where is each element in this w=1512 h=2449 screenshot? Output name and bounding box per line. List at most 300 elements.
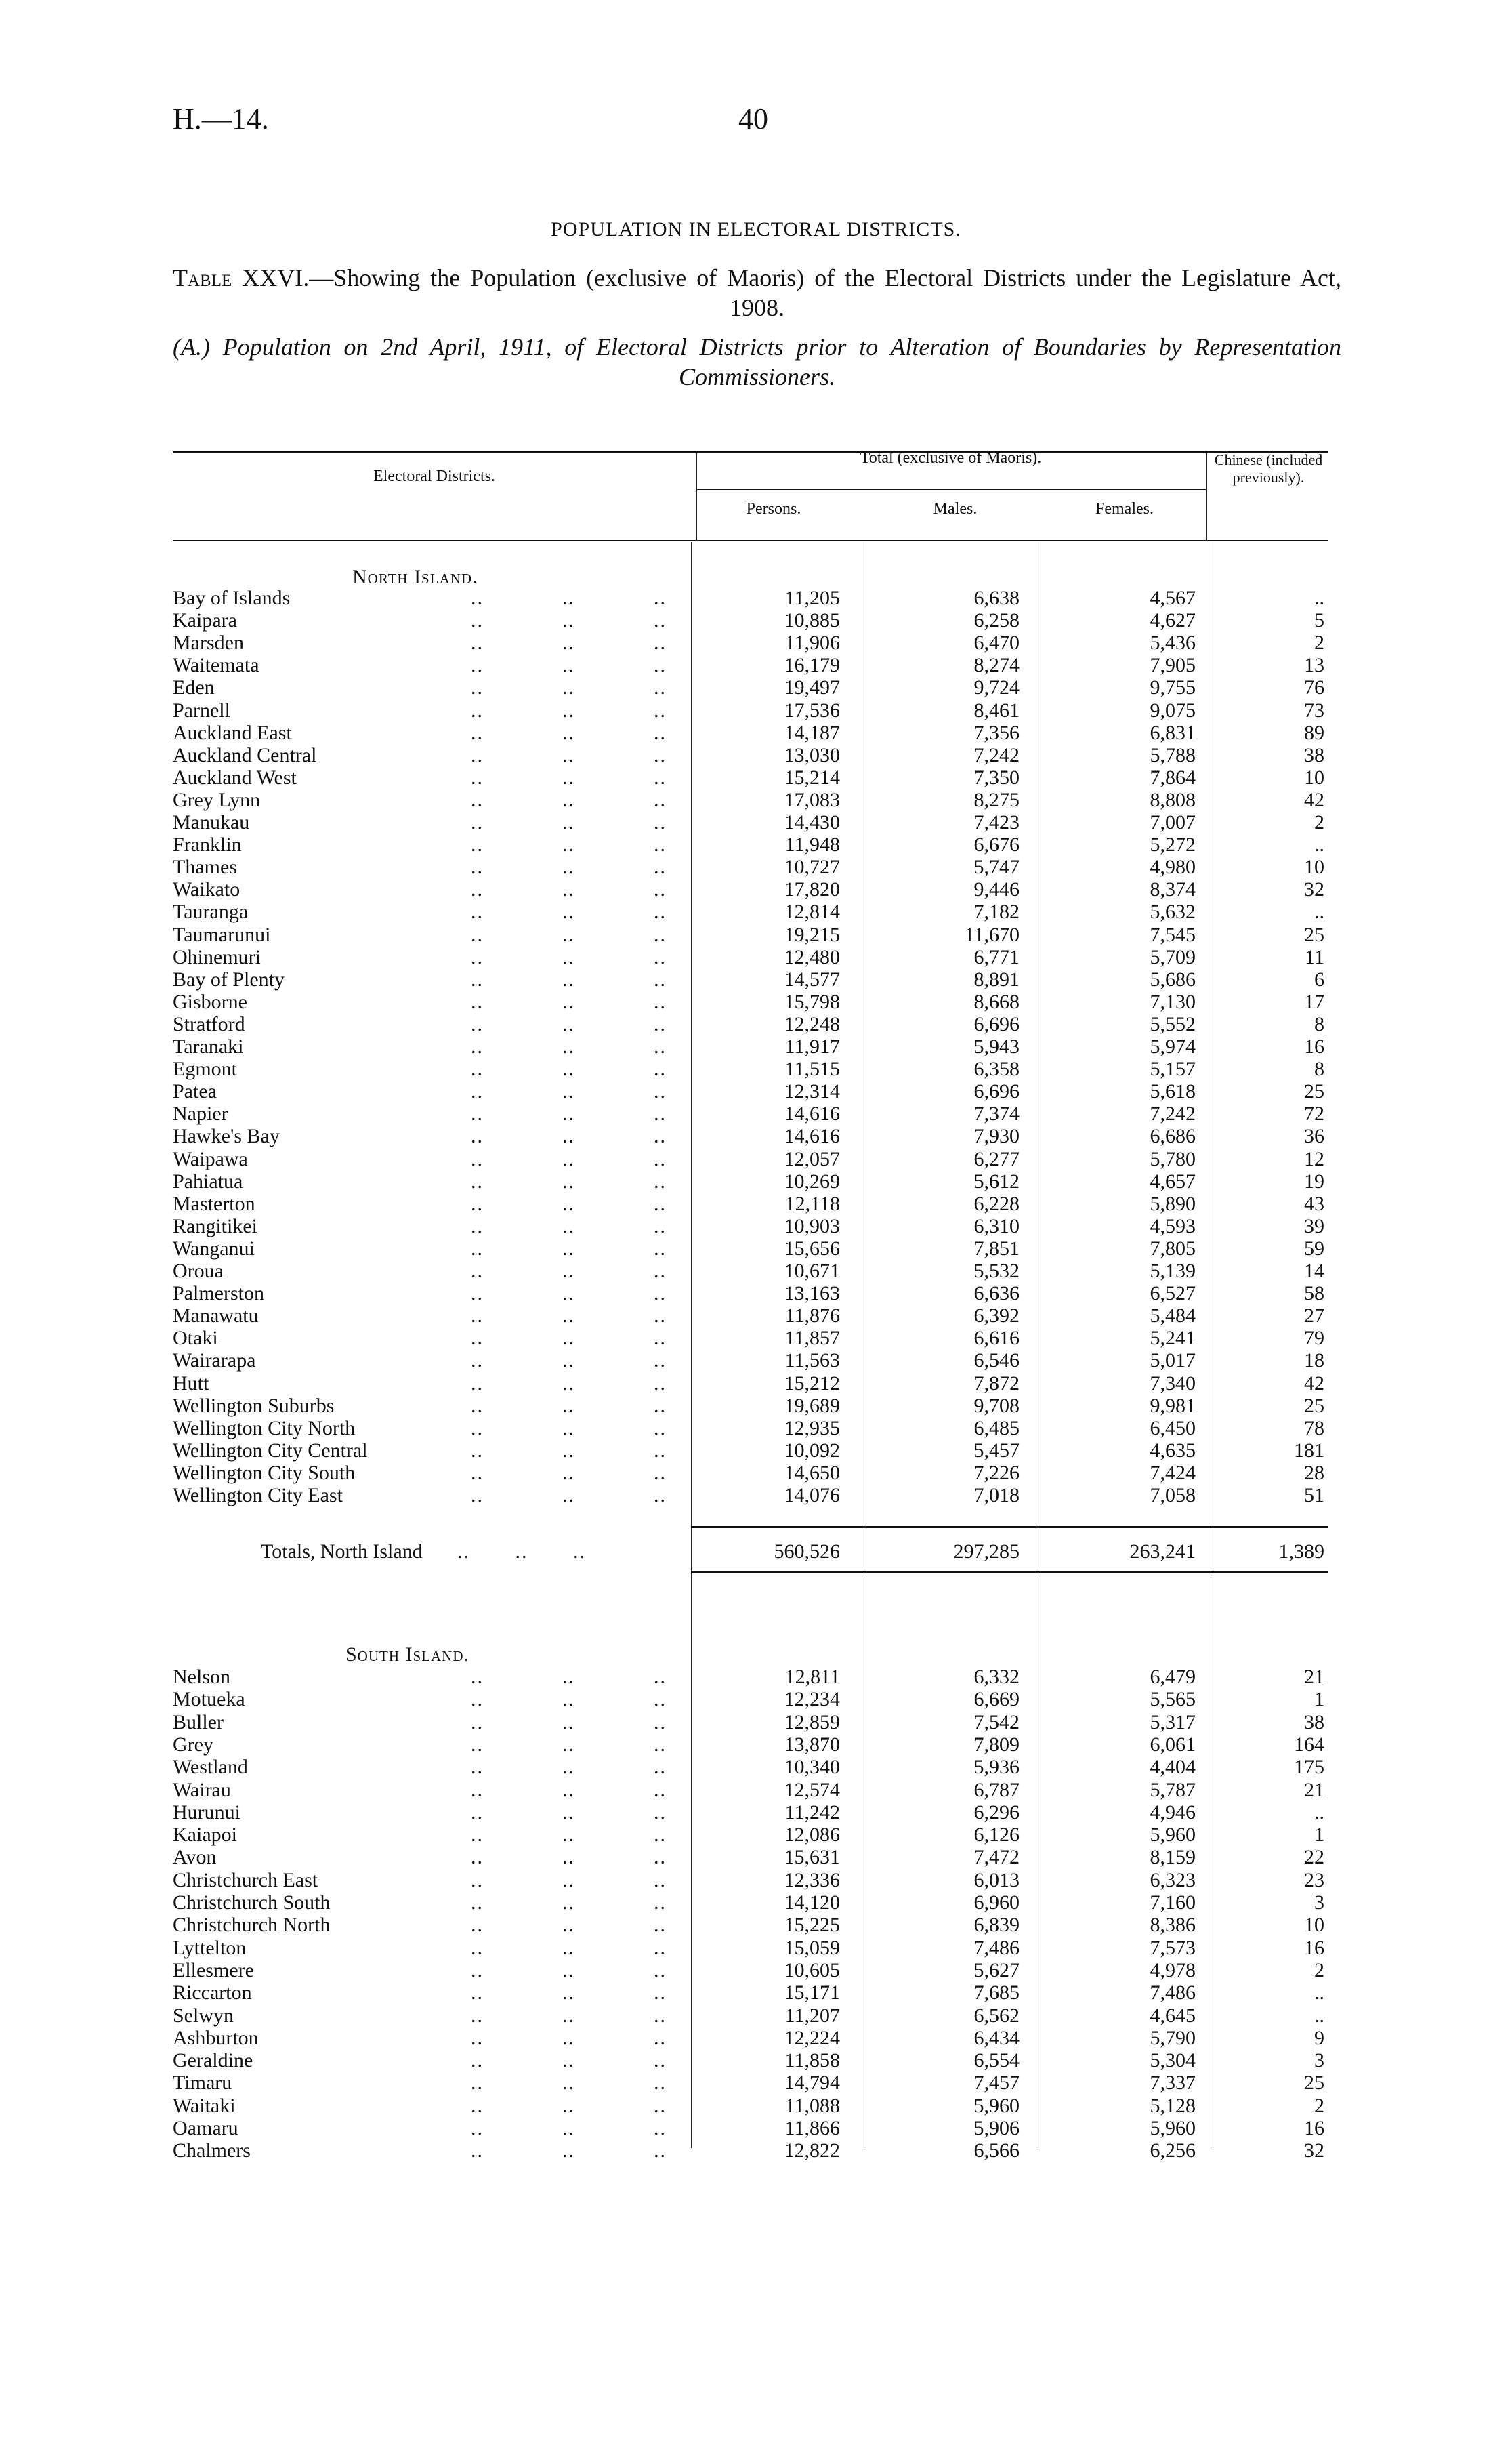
- leader-dots: ..: [471, 834, 484, 857]
- table-row: [173, 1914, 1328, 1936]
- table-row: [173, 1193, 1328, 1215]
- males-value: 6,470: [973, 632, 1020, 655]
- chinese-value: ..: [1314, 587, 1324, 609]
- leader-dots: ..: [471, 811, 484, 834]
- leader-dots: ..: [654, 1914, 667, 1937]
- chinese-value: 58: [1304, 1282, 1324, 1305]
- leader-dots: ..: [562, 1394, 575, 1417]
- table-row: [173, 968, 1328, 991]
- leader-dots: ..: [471, 1891, 484, 1914]
- chinese-value: 22: [1304, 1846, 1324, 1869]
- leader-dots: ..: [471, 2094, 484, 2117]
- district-name: Gisborne: [173, 990, 247, 1013]
- leader-dots: ..: [654, 1666, 667, 1688]
- males-value: 8,274: [973, 654, 1020, 677]
- females-value: 5,241: [1150, 1327, 1196, 1350]
- leader-dots: ..: [471, 1756, 484, 1779]
- males-value: 6,696: [973, 1080, 1020, 1103]
- females-value: 6,450: [1150, 1416, 1196, 1439]
- table-row: [173, 699, 1328, 722]
- males-value: 6,277: [973, 1147, 1020, 1170]
- females-value: 5,565: [1150, 1688, 1196, 1711]
- females-value: 5,974: [1150, 1035, 1196, 1058]
- persons-value: 10,903: [784, 1214, 840, 1237]
- males-value: 6,839: [973, 1914, 1020, 1937]
- persons-value: 12,057: [784, 1147, 840, 1170]
- chinese-value: 25: [1304, 1394, 1324, 1417]
- chinese-value: 38: [1304, 1710, 1324, 1733]
- leader-dots: ..: [562, 1192, 575, 1215]
- males-value: 7,018: [973, 1484, 1020, 1506]
- females-value: 8,386: [1150, 1914, 1196, 1937]
- leader-dots: ..: [562, 834, 575, 857]
- leader-dots: ..: [471, 1012, 484, 1035]
- males-value: 7,472: [973, 1846, 1020, 1869]
- chinese-value: ..: [1314, 2004, 1324, 2027]
- district-name: Christchurch South: [173, 1891, 331, 1914]
- females-value: 5,960: [1150, 1824, 1196, 1847]
- table-row: [173, 2095, 1328, 2117]
- leader-dots: ..: [654, 1891, 667, 1914]
- chinese-value: 21: [1304, 1778, 1324, 1801]
- chinese-value: 28: [1304, 1461, 1324, 1484]
- females-value: 8,808: [1150, 788, 1196, 811]
- table-row: [173, 789, 1328, 811]
- chinese-value: 8: [1314, 1012, 1324, 1035]
- leader-dots: ..: [654, 990, 667, 1013]
- leader-dots: ..: [654, 2139, 667, 2162]
- males-value: 5,936: [973, 1756, 1020, 1779]
- leader-dots: ..: [562, 676, 575, 699]
- leader-dots: ..: [471, 1080, 484, 1103]
- leader-dots: ..: [562, 609, 575, 632]
- district-name: Waikato: [173, 878, 240, 901]
- persons-value: 11,917: [784, 1035, 840, 1058]
- females-value: 6,061: [1150, 1733, 1196, 1756]
- males-value: 6,546: [973, 1349, 1020, 1372]
- males-value: 6,960: [973, 1891, 1020, 1914]
- leader-dots: ..: [654, 1778, 667, 1801]
- chinese-value: ..: [1314, 1800, 1324, 1824]
- persons-value: 15,798: [784, 990, 840, 1013]
- leader-dots: ..: [654, 1035, 667, 1058]
- males-value: 6,616: [973, 1327, 1020, 1350]
- table-row: [173, 2139, 1328, 2162]
- section-heading: POPULATION IN ELECTORAL DISTRICTS.: [551, 218, 961, 241]
- chinese-value: 43: [1304, 1192, 1324, 1215]
- leader-dots: ..: [562, 788, 575, 811]
- persons-value: 12,814: [784, 901, 840, 924]
- leader-dots: ..: [654, 1800, 667, 1824]
- table-row: [173, 1869, 1328, 1891]
- district-name: Wanganui: [173, 1237, 255, 1260]
- leader-dots: ..: [471, 2026, 484, 2049]
- leader-dots: ..: [562, 968, 575, 991]
- males-value: 7,809: [973, 1733, 1020, 1756]
- district-name: Auckland Central: [173, 743, 317, 766]
- females-value: 6,479: [1150, 1666, 1196, 1688]
- district-name: Marsden: [173, 632, 244, 655]
- chinese-value: 14: [1304, 1260, 1324, 1282]
- persons-value: 11,857: [784, 1327, 840, 1350]
- leader-dots: ..: [471, 1914, 484, 1937]
- leader-dots: ..: [562, 766, 575, 789]
- chinese-value: 3: [1314, 2049, 1324, 2072]
- males-value: 6,787: [973, 1778, 1020, 1801]
- leader-dots: ..: [471, 1304, 484, 1328]
- males-value: 7,486: [973, 1936, 1020, 1959]
- leader-dots: ..: [654, 2094, 667, 2117]
- leader-dots: ..: [654, 766, 667, 789]
- chinese-value: 1: [1314, 1824, 1324, 1847]
- leader-dots: ..: [471, 968, 484, 991]
- leader-dots: ..: [471, 1372, 484, 1395]
- table-row: [173, 2027, 1328, 2049]
- column-header-chinese: [1213, 451, 1324, 487]
- females-value: 7,573: [1150, 1936, 1196, 1959]
- district-name: Bay of Islands: [173, 587, 291, 609]
- males-value: 7,374: [973, 1103, 1020, 1126]
- leader-dots: ..: [562, 1103, 575, 1126]
- leader-dots: ..: [471, 766, 484, 789]
- chinese-value: 10: [1304, 766, 1324, 789]
- district-name: Selwyn: [173, 2004, 234, 2027]
- table-row: [173, 1372, 1328, 1395]
- persons-value: 15,225: [784, 1914, 840, 1937]
- chinese-value: 6: [1314, 968, 1324, 991]
- chinese-value: 2: [1314, 632, 1324, 655]
- females-value: 5,780: [1150, 1147, 1196, 1170]
- chinese-header-text: Chinese (included previously).: [1214, 451, 1323, 486]
- chinese-value: 78: [1304, 1416, 1324, 1439]
- females-value: 9,075: [1150, 699, 1196, 722]
- table-row: [173, 991, 1328, 1013]
- leader-dots: ..: [654, 1103, 667, 1126]
- males-value: 6,485: [973, 1416, 1020, 1439]
- persons-value: 17,820: [784, 878, 840, 901]
- chinese-value: 32: [1304, 2139, 1324, 2162]
- persons-value: 12,336: [784, 1868, 840, 1891]
- leader-dots: ..: [562, 1260, 575, 1282]
- females-value: 9,755: [1150, 676, 1196, 699]
- leader-dots: ..: [562, 743, 575, 766]
- district-name: Manawatu: [173, 1304, 259, 1328]
- chinese-value: 5: [1314, 609, 1324, 632]
- leader-dots: ..: [654, 1282, 667, 1305]
- persons-value: 10,727: [784, 856, 840, 879]
- leader-dots: ..: [562, 2072, 575, 2095]
- chinese-value: 42: [1304, 1372, 1324, 1395]
- males-value: 7,350: [973, 766, 1020, 789]
- leader-dots: ..: [471, 632, 484, 655]
- leader-dots: ..: [654, 1058, 667, 1081]
- leader-dots: ..: [562, 1936, 575, 1959]
- district-name: Hurunui: [173, 1800, 240, 1824]
- table-row: [173, 2117, 1328, 2139]
- males-value: 7,356: [973, 721, 1020, 744]
- table-row: [173, 676, 1328, 699]
- leader-dots: ..: [654, 1147, 667, 1170]
- leader-dots: ..: [471, 1147, 484, 1170]
- females-value: 5,790: [1150, 2026, 1196, 2049]
- table-row: [173, 856, 1328, 878]
- leader-dots: ..: [562, 1349, 575, 1372]
- leader-dots: ..: [654, 2049, 667, 2072]
- leader-dots: ..: [562, 654, 575, 677]
- persons-value: 12,935: [784, 1416, 840, 1439]
- leader-dots: ..: [562, 1035, 575, 1058]
- leader-dots: ..: [562, 1958, 575, 1981]
- leader-dots: ..: [471, 1733, 484, 1756]
- leader-dots: ..: [562, 901, 575, 924]
- table-row: [173, 1733, 1328, 1756]
- persons-value: 14,430: [784, 811, 840, 834]
- leader-dots: ..: [654, 1304, 667, 1328]
- leader-dots: ..: [654, 1416, 667, 1439]
- leader-dots: ..: [562, 811, 575, 834]
- leader-dots: ..: [654, 2117, 667, 2139]
- leader-dots: ..: [654, 721, 667, 744]
- leader-dots: ..: [562, 878, 575, 901]
- persons-value: 11,906: [784, 632, 840, 655]
- table-row: [173, 946, 1328, 968]
- males-value: 7,457: [973, 2072, 1020, 2095]
- chinese-value: 181: [1294, 1439, 1324, 1462]
- females-value: 4,635: [1150, 1439, 1196, 1462]
- females-value: 5,552: [1150, 1012, 1196, 1035]
- chinese-value: 25: [1304, 2072, 1324, 2095]
- table-row: [173, 2004, 1328, 2027]
- chinese-value: 51: [1304, 1484, 1324, 1506]
- males-value: 6,771: [973, 945, 1020, 968]
- leader-dots: ..: [471, 1936, 484, 1959]
- males-value: 6,669: [973, 1688, 1020, 1711]
- leader-dots: ..: [654, 587, 667, 609]
- table-row: [173, 722, 1328, 744]
- leader-dots: ..: [471, 1868, 484, 1891]
- leader-dots: ..: [562, 1914, 575, 1937]
- leader-dots: ..: [654, 945, 667, 968]
- district-name: Eden: [173, 676, 215, 699]
- persons-value: 17,083: [784, 788, 840, 811]
- females-value: 8,159: [1150, 1846, 1196, 1869]
- leader-dots: ..: [471, 609, 484, 632]
- leader-dots: ..: [562, 1484, 575, 1506]
- females-value: 4,404: [1150, 1756, 1196, 1779]
- leader-dots: ..: [562, 1372, 575, 1395]
- district-name: Egmont: [173, 1058, 237, 1081]
- males-value: 6,696: [973, 1012, 1020, 1035]
- males-value: 5,532: [973, 1260, 1020, 1282]
- females-value: 7,545: [1150, 923, 1196, 946]
- females-value: 7,864: [1150, 766, 1196, 789]
- leader-dots: ..: [471, 1981, 484, 2004]
- table-caption: [173, 263, 1341, 323]
- males-value: 7,872: [973, 1372, 1020, 1395]
- district-name: Ashburton: [173, 2026, 259, 2049]
- district-name: Parnell: [173, 699, 230, 722]
- males-value: 6,228: [973, 1192, 1020, 1215]
- district-name: Motueka: [173, 1688, 245, 1711]
- leader-dots: ..: [471, 699, 484, 722]
- leader-dots: ..: [562, 1282, 575, 1305]
- table-row: [173, 1937, 1328, 1959]
- district-name: Hawke's Bay: [173, 1125, 280, 1148]
- south-island-heading: South Island.: [345, 1643, 470, 1666]
- persons-value: 12,248: [784, 1012, 840, 1035]
- district-name: Ohinemuri: [173, 945, 261, 968]
- persons-value: 14,076: [784, 1484, 840, 1506]
- females-value: 5,686: [1150, 968, 1196, 991]
- chinese-value: 1: [1314, 1688, 1324, 1711]
- persons-value: 15,214: [784, 766, 840, 789]
- females-value: 4,567: [1150, 587, 1196, 609]
- leader-dots: ..: [562, 1710, 575, 1733]
- males-value: 5,612: [973, 1170, 1020, 1193]
- persons-value: 12,118: [784, 1192, 840, 1215]
- leader-dots: ..: [471, 676, 484, 699]
- district-name: Grey Lynn: [173, 788, 261, 811]
- males-value: 9,708: [973, 1394, 1020, 1417]
- persons-value: 15,656: [784, 1237, 840, 1260]
- females-value: 7,160: [1150, 1891, 1196, 1914]
- table-row: [173, 1801, 1328, 1824]
- table-row: [173, 766, 1328, 789]
- leader-dots: ..: [654, 901, 667, 924]
- leader-dots: ..: [654, 2026, 667, 2049]
- leader-dots: ..: [654, 1824, 667, 1847]
- females-value: 6,831: [1150, 721, 1196, 744]
- males-value: 6,310: [973, 1214, 1020, 1237]
- females-value: 4,657: [1150, 1170, 1196, 1193]
- persons-value: 12,822: [784, 2139, 840, 2162]
- males-value: 5,457: [973, 1439, 1020, 1462]
- persons-value: 16,179: [784, 654, 840, 677]
- table-row: [173, 654, 1328, 676]
- leader-dots: ..: [562, 1846, 575, 1869]
- totals-persons: 560,526: [774, 1540, 840, 1563]
- chinese-value: 16: [1304, 2117, 1324, 2139]
- leader-dots: ..: [471, 1327, 484, 1350]
- district-name: Palmerston: [173, 1282, 264, 1305]
- persons-value: 10,605: [784, 1958, 840, 1981]
- table-row: [173, 2049, 1328, 2072]
- leader-dots: ..: [654, 923, 667, 946]
- district-name: Rangitikei: [173, 1214, 257, 1237]
- persons-value: 13,030: [784, 743, 840, 766]
- leader-dots: ..: [471, 1035, 484, 1058]
- district-name: Oroua: [173, 1260, 224, 1282]
- district-name: Wairau: [173, 1778, 231, 1801]
- males-value: 7,423: [973, 811, 1020, 834]
- females-value: 9,981: [1150, 1394, 1196, 1417]
- chinese-value: 164: [1294, 1733, 1324, 1756]
- males-value: 6,562: [973, 2004, 1020, 2027]
- leader-dots: ..: [471, 2139, 484, 2162]
- district-name: Ellesmere: [173, 1958, 254, 1981]
- leader-dots: ..: [562, 856, 575, 879]
- leader-dots: ..: [654, 856, 667, 879]
- persons-value: 11,242: [784, 1800, 840, 1824]
- females-value: 4,593: [1150, 1214, 1196, 1237]
- table-row: [173, 1666, 1328, 1688]
- persons-value: 19,689: [784, 1394, 840, 1417]
- district-name: Waipawa: [173, 1147, 248, 1170]
- females-value: 5,139: [1150, 1260, 1196, 1282]
- table-row: [173, 1080, 1328, 1103]
- table-row: [173, 587, 1328, 609]
- females-value: 5,436: [1150, 632, 1196, 655]
- table-row: [173, 1327, 1328, 1349]
- leader-dots: ..: [562, 1416, 575, 1439]
- leader-dots: ..: [471, 1349, 484, 1372]
- females-value: 4,978: [1150, 1958, 1196, 1981]
- males-value: 9,724: [973, 676, 1020, 699]
- leader-dots: ..: [654, 1170, 667, 1193]
- leader-dots: ..: [562, 945, 575, 968]
- persons-value: 11,948: [784, 834, 840, 857]
- leader-dots: ..: [562, 2139, 575, 2162]
- females-value: 5,632: [1150, 901, 1196, 924]
- leader-dots: ..: [562, 1461, 575, 1484]
- leader-dots: ..: [654, 1372, 667, 1395]
- leader-dots: ..: [654, 1394, 667, 1417]
- leader-dots: ..: [654, 1958, 667, 1981]
- leader-dots: ..: [471, 1058, 484, 1081]
- chinese-value: ..: [1314, 1981, 1324, 2004]
- leader-dots: ..: [562, 1891, 575, 1914]
- district-name: Waitemata: [173, 654, 259, 677]
- table-row: [173, 1103, 1328, 1125]
- column-header-total: [696, 440, 1206, 469]
- table-row: [173, 1417, 1328, 1439]
- leader-dots: ..: [562, 1125, 575, 1148]
- persons-value: 11,088: [784, 2094, 840, 2117]
- males-value: 8,275: [973, 788, 1020, 811]
- persons-value: 14,187: [784, 721, 840, 744]
- females-value: 7,340: [1150, 1372, 1196, 1395]
- table-row: [173, 1349, 1328, 1372]
- district-name: Wellington City East: [173, 1484, 343, 1506]
- leader-dots: ..: [654, 1439, 667, 1462]
- chinese-value: 59: [1304, 1237, 1324, 1260]
- district-name: Patea: [173, 1080, 217, 1103]
- district-name: Kaiapoi: [173, 1824, 237, 1847]
- district-name: Timaru: [173, 2072, 232, 2095]
- district-name: Nelson: [173, 1666, 230, 1688]
- leader-dots: ..: [654, 1981, 667, 2004]
- persons-value: 11,207: [784, 2004, 840, 2027]
- leader-dots: ..: [654, 1868, 667, 1891]
- header-divider: [1206, 453, 1207, 541]
- document-code: H.—14.: [173, 102, 269, 136]
- leader-dots: ..: [654, 1012, 667, 1035]
- district-name: Wellington City Central: [173, 1439, 368, 1462]
- column-header-persons: Persons.: [746, 500, 801, 518]
- persons-value: 12,480: [784, 945, 840, 968]
- leader-dots: ..: [654, 1237, 667, 1260]
- table-row: [173, 1824, 1328, 1846]
- table-row: [173, 1148, 1328, 1170]
- leader-dots: ..: [654, 788, 667, 811]
- leader-dots: ..: [562, 1080, 575, 1103]
- males-value: 5,943: [973, 1035, 1020, 1058]
- persons-value: 12,811: [784, 1666, 840, 1688]
- header-bottom-rule: [173, 540, 1328, 541]
- leader-dots: ..: [654, 632, 667, 655]
- chinese-value: ..: [1314, 834, 1324, 857]
- chinese-value: 89: [1304, 721, 1324, 744]
